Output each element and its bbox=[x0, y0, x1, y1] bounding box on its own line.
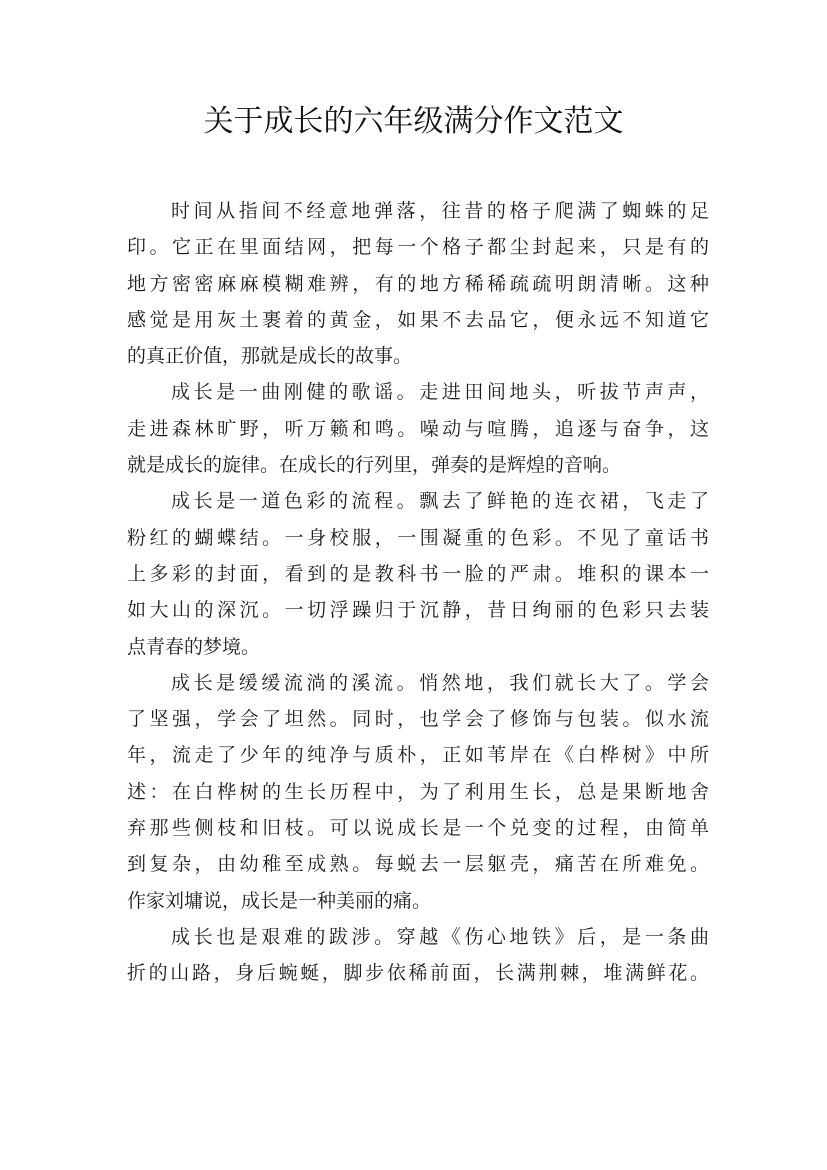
text-line: 上多彩的封面，看到的是教科书一脸的严肃。堆积的课本一 bbox=[127, 562, 709, 585]
text-line: 到复杂，由幼稚至成熟。每蜕去一层躯壳，痛苦在所难免。 bbox=[127, 853, 709, 876]
text-line: 就是成长的旋律。在成长的行列里，弹奏的是辉煌的音响。 bbox=[127, 454, 622, 477]
text-line: 述：在白桦树的生长历程中，为了利用生长，总是果断地舍 bbox=[127, 780, 709, 803]
text-line: 了坚强，学会了坦然。同时，也学会了修饰与包装。似水流 bbox=[127, 708, 709, 731]
text-line: 弃那些侧枝和旧枝。可以说成长是一个兑变的过程，由简单 bbox=[127, 817, 709, 840]
text-line: 如大山的深沉。一切浮躁归于沉静，昔日绚丽的色彩只去装 bbox=[127, 599, 709, 622]
text-line: 的真正价值，那就是成长的故事。 bbox=[127, 345, 413, 368]
text-line: 成长也是艰难的跋涉。穿越《伤心地铁》后，是一条曲 bbox=[171, 925, 709, 948]
text-line: 印。它正在里面结网，把每一个格子都尘封起来，只是有的 bbox=[127, 236, 709, 259]
text-line: 成长是一道色彩的流程。飘去了鲜艳的连衣裙，飞走了 bbox=[171, 490, 709, 513]
text-line: 点青春的梦境。 bbox=[127, 635, 261, 658]
document-body bbox=[127, 193, 709, 992]
text-line: 成长是一曲刚健的歌谣。走进田间地头，听拔节声声， bbox=[171, 381, 709, 404]
document-title: 关于成长的六年级满分作文范文 bbox=[203, 104, 624, 139]
text-line: 走进森林旷野，听万籁和鸣。噪动与喧腾，追逐与奋争，这 bbox=[127, 417, 709, 440]
text-line: 成长是缓缓流淌的溪流。悄然地，我们就长大了。学会 bbox=[171, 671, 709, 694]
text-line: 粉红的蝴蝶结。一身校服，一围凝重的色彩。不见了童话书 bbox=[127, 526, 709, 549]
text-line: 感觉是用灰土裹着的黄金，如果不去品它，便永远不知道它 bbox=[127, 308, 709, 331]
text-line: 时间从指间不经意地弹落，往昔的格子爬满了蜘蛛的足 bbox=[171, 200, 709, 222]
text-line: 地方密密麻麻模糊难辨，有的地方稀稀疏疏明朗清晰。这种 bbox=[127, 272, 709, 295]
text-line: 折的山路，身后蜿蜒，脚步依稀前面，长满荆棘，堆满鲜花。 bbox=[127, 962, 709, 985]
text-line: 年，流走了少年的纯净与质朴，正如苇岸在《白桦树》中所 bbox=[127, 744, 709, 767]
text-line: 作家刘墉说，成长是一种美丽的痛。 bbox=[127, 889, 432, 912]
